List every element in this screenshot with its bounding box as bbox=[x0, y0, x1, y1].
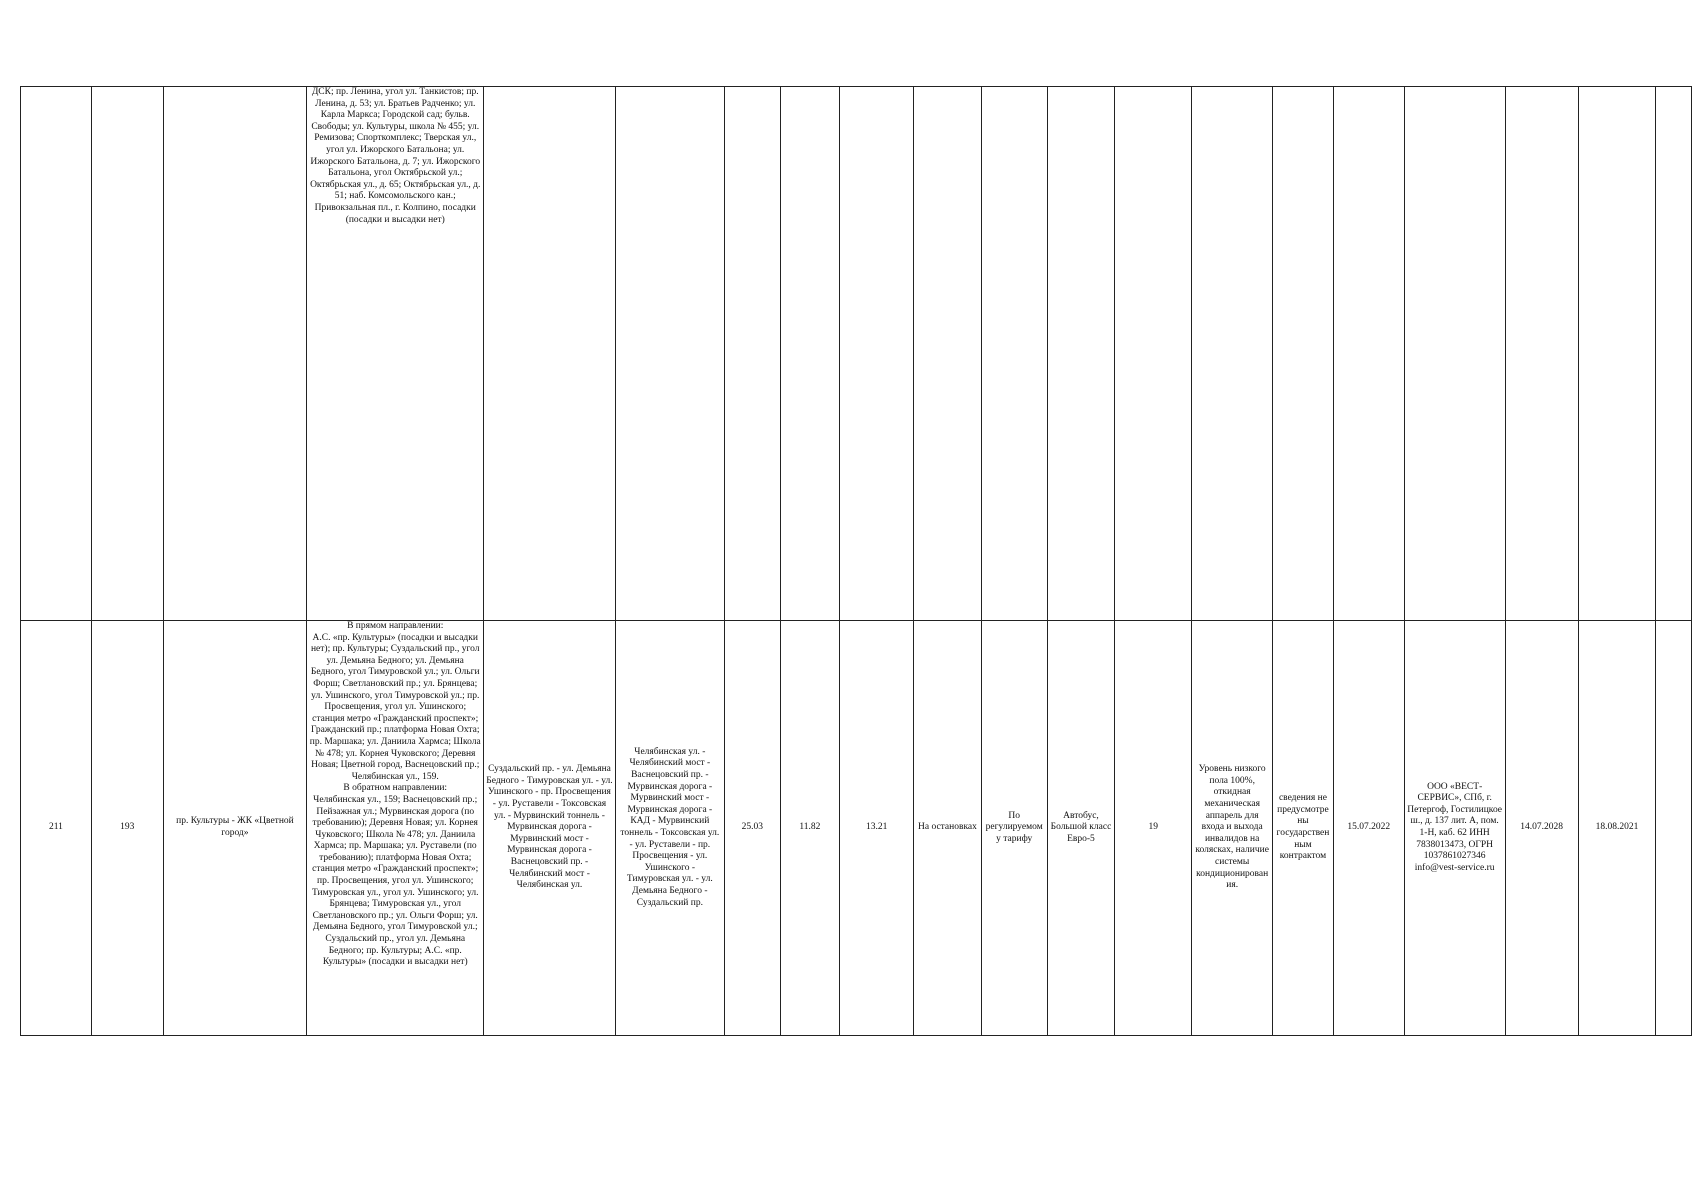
registry-date-cell: 18.08.2021 bbox=[1578, 621, 1656, 1036]
start-date-cell bbox=[1333, 87, 1404, 621]
notes-cell bbox=[1656, 621, 1692, 1036]
route-sequence-cell: 193 bbox=[91, 621, 163, 1036]
route-sequence-cell bbox=[91, 87, 163, 621]
table-row bbox=[21, 87, 1692, 621]
end-date-cell: 14.07.2028 bbox=[1505, 621, 1578, 1036]
tariff-type-cell bbox=[981, 87, 1047, 621]
vehicle-features-cell bbox=[1192, 87, 1273, 621]
reverse-path-cell: Челябинская ул. - Челябинский мост - Васнецовский пр. - Мурвинская дорога - Мурвинский мост - Мурвинская дорога - КАД - Мурвинский тоннель - Токсовская ул. - ул. Руставели - пр. Просвещения - ул. Ушинского - Тимуровская ул. - ул. Демьяна Бедного - Суздальский пр. bbox=[615, 621, 724, 1036]
route-number-cell: 211 bbox=[21, 621, 92, 1036]
vehicle-count-cell: 19 bbox=[1115, 621, 1192, 1036]
length-reverse-cell: 13.21 bbox=[840, 621, 914, 1036]
forward-path-cell bbox=[484, 87, 615, 621]
forward-path-cell: Суздальский пр. - ул. Демьяна Бедного - Тимуровская ул. - ул. Ушинского - пр. Просвещения - ул. Руставели - Токсовская ул. - Мурвинский тоннель - Мурвинская дорога - Мурвинский мост - Мурвинская дорога - Васнецовский пр. - Челябинский мост - Челябинская ул. bbox=[484, 621, 615, 1036]
length-forward-cell: 11.82 bbox=[780, 621, 840, 1036]
length-forward-cell bbox=[780, 87, 840, 621]
tariff-type-cell: По регулируемому тарифу bbox=[981, 621, 1047, 1036]
contract-info-cell bbox=[1273, 87, 1334, 621]
stops-list-cell: В прямом направлении: А.С. «пр. Культуры» (посадки и высадки нет); пр. Культуры; Суздальский пр., угол ул. Демьяна Бедного; ул. Демьяна Бедного, угол Тимуровской ул.; ул. Ольги Форш; Светлановский пр.; ул. Брянцева; ул. Ушинского, угол Тимуровской ул.; пр. Просвещения, угол ул. Ушинского; станция метро «Гражданский проспект»; Гражданский пр.; платформа Новая Охта; пр. Маршака; ул. Даниила Хармса; Школа № 478; ул. Корнея Чуковского; Деревня Новая; Цветной город, Васнецовский пр.; Челябинская ул., 159. В обратном направлении: Челябинская ул., 159; Васнецовский пр.; Пейзажная ул.; Мурвинская дорога (по требованию); Деревня Новая; ул. Корнея Чуковского; Школа № 478; ул. Даниила Хармса; пр. Маршака; ул. Руставели (по требованию); платформа Новая Охта; станция метро «Гражданский проспект»; пр. Просвещения, угол ул. Ушинского; Тимуровская ул., угол ул. Ушинского; ул. Брянцева; Тимуровская ул., угол Светлановского пр.; ул. Ольги Форш; ул. Демьяна Бедного, угол Тимуровской ул.; Суздальский пр., угол ул. Демьяна Бедного; пр. Культуры; А.С. «пр. Культуры» (посадки и высадки нет) bbox=[307, 621, 484, 1036]
registry-date-cell bbox=[1578, 87, 1656, 621]
table-row bbox=[21, 621, 1692, 1036]
route-name-cell: пр. Культуры - ЖК «Цветной город» bbox=[163, 621, 307, 1036]
notes-cell bbox=[1656, 87, 1692, 621]
route-name-cell bbox=[163, 87, 307, 621]
carrier-cell bbox=[1404, 87, 1505, 621]
boarding-order-cell: На остановках bbox=[914, 621, 982, 1036]
carrier-cell: ООО «ВЕСТ-СЕРВИС», СПб, г. Петергоф, Гостилицкое ш., д. 137 лит. А, пом. 1-Н, каб. 62 ИНН 7838013473, ОГРН 1037861027346 info@vest-service.ru bbox=[1404, 621, 1505, 1036]
start-date-cell: 15.07.2022 bbox=[1333, 621, 1404, 1036]
route-number-cell bbox=[21, 87, 92, 621]
reverse-path-cell bbox=[615, 87, 724, 621]
vehicle-class-cell: Автобус, Большой класс Евро-5 bbox=[1047, 621, 1115, 1036]
end-date-cell bbox=[1505, 87, 1578, 621]
length-reverse-cell bbox=[840, 87, 914, 621]
length-cell: 25.03 bbox=[724, 621, 780, 1036]
vehicle-features-cell: Уровень низкого пола 100%, откидная механическая аппарель для входа и выхода инвалидов на колясках, наличие системы кондиционирования. bbox=[1192, 621, 1273, 1036]
length-cell bbox=[724, 87, 780, 621]
vehicle-class-cell bbox=[1047, 87, 1115, 621]
contract-info-cell: сведения не предусмотрены государственным контрактом bbox=[1273, 621, 1334, 1036]
boarding-order-cell bbox=[914, 87, 982, 621]
stops-list-cell: ДСК; пр. Ленина, угол ул. Танкистов; пр. Ленина, д. 53; ул. Братьев Радченко; ул. Карла Маркса; Городской сад; бульв. Свободы; ул. Культуры, школа № 455; ул. Ремизова; Спорткомплекс; Тверская ул., угол ул. Ижорского Батальона; ул. Ижорского Батальона, д. 7; ул. Ижорского Батальона, угол Октябрьской ул.; Октябрьская ул., д. 65; Октябрьская ул., д. 51; наб. Комсомольского кан.; Привокзальная пл., г. Колпино, посадки (посадки и высадки нет) bbox=[307, 87, 484, 621]
vehicle-count-cell bbox=[1115, 87, 1192, 621]
registry-table bbox=[20, 86, 1692, 1036]
